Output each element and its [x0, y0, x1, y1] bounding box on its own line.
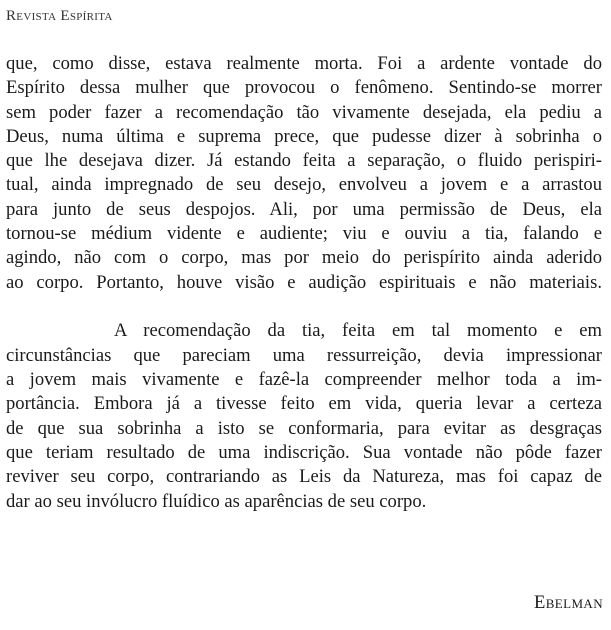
text-line: que, como disse, estava realmente morta. Foi a ardente vontade do — [6, 53, 602, 74]
paragraph-1 — [6, 52, 602, 295]
text-line: tornou-se médium vidente e audiente; viu e ouviu a tia, falando e — [6, 223, 602, 245]
text-line: reviver seu corpo, contrariando as Leis da Natureza, mas foi capaz de — [6, 466, 602, 488]
text-line: dar ao seu invólucro fluídico as aparências de seu corpo. — [6, 490, 427, 512]
paragraph-2 — [6, 319, 602, 513]
text-line: A recomendação da tia, feita em tal momento e em — [114, 320, 602, 342]
article-body — [6, 52, 602, 514]
text-line: Deus, numa última e suprema prece, que pudesse dizer à sobrinha o — [6, 125, 602, 147]
paragraph-spacer — [6, 295, 602, 320]
text-line: Espírito dessa mulher que provocou o fenômeno. Sentindo-se morrer — [6, 77, 602, 99]
text-line: para junto de seus despojos. Ali, por uma permissão de Deus, ela — [6, 198, 602, 220]
text-line: circunstâncias que pareciam uma ressurreição, devia impressionar — [6, 344, 602, 366]
author-signature: Ebelman — [533, 592, 603, 613]
running-head: Revista Espírita — [6, 8, 113, 24]
text-line: ao corpo. Portanto, houve visão e audição espirituais e não materiais. — [6, 271, 602, 293]
text-line: que teriam resultado de uma indiscrição. Sua vontade não pôde fazer — [6, 441, 602, 463]
text-line: que lhe desejava dizer. Já estando feita a separação, o fluido perispiri- — [6, 150, 602, 172]
text-line: agindo, não com o corpo, mas por meio do perispírito ainda aderido — [6, 247, 602, 269]
text-line: a jovem mais vivamente e fazê-la compreender melhor toda a im- — [6, 369, 602, 391]
text-line: sem poder fazer a recomendação tão vivamente desejada, ela pediu a — [6, 101, 602, 123]
text-line: portância. Embora já a tivesse feito em vida, queria levar a certeza — [6, 393, 602, 415]
text-line: de que sua sobrinha a isto se conformaria, para evitar as desgraças — [6, 417, 602, 439]
text-line: tual, ainda impregnado de seu desejo, envolveu a jovem e a arrastou — [6, 174, 602, 196]
